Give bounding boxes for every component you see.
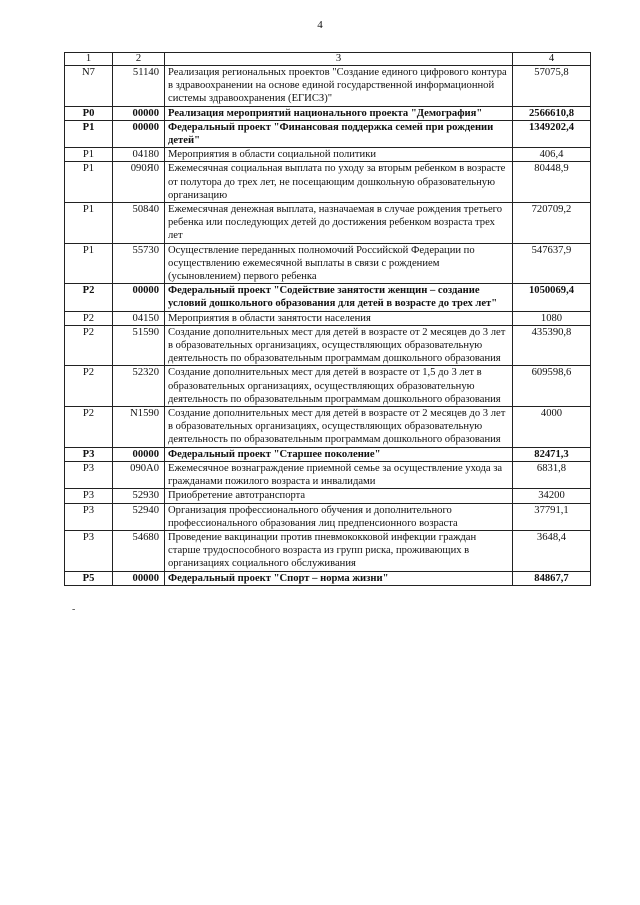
row-amount: 3648,4 (513, 530, 591, 571)
row-amount: 80448,9 (513, 162, 591, 203)
page-number: 4 (317, 19, 323, 31)
row-code: P1 (65, 120, 113, 147)
column-header-1: 1 (65, 53, 113, 66)
row-amount: 720709,2 (513, 203, 591, 244)
row-description: Мероприятия в области социальной политики (165, 148, 513, 162)
table-row (65, 311, 591, 325)
row-amount: 84867,7 (513, 571, 591, 585)
table-row (65, 148, 591, 162)
row-description: Приобретение автотранспорта (165, 489, 513, 503)
row-description: Осуществление переданных полномочий Российской Федерации по осуществлению ежемесячной выплаты в связи с рождением (усыновлением) первого ребенка (165, 243, 513, 284)
row-description: Федеральный проект "Финансовая поддержка семей при рождении детей" (165, 120, 513, 147)
row-subcode: 51140 (113, 66, 165, 107)
row-amount: 435390,8 (513, 325, 591, 366)
row-amount: 2566610,8 (513, 106, 591, 120)
table-row (65, 243, 591, 284)
table-row (65, 284, 591, 311)
column-header-2: 2 (113, 53, 165, 66)
row-code: P0 (65, 106, 113, 120)
column-header-3: 3 (165, 53, 513, 66)
table-header-row (65, 53, 591, 66)
table-row (65, 203, 591, 244)
row-code: P5 (65, 571, 113, 585)
row-description: Федеральный проект "Спорт – норма жизни" (165, 571, 513, 585)
row-amount: 6831,8 (513, 461, 591, 488)
row-subcode: 00000 (113, 120, 165, 147)
row-subcode: 04180 (113, 148, 165, 162)
row-subcode: 090A0 (113, 461, 165, 488)
row-subcode: 00000 (113, 106, 165, 120)
row-subcode: 54680 (113, 530, 165, 571)
row-code: P2 (65, 311, 113, 325)
row-code: N7 (65, 66, 113, 107)
table-row (65, 461, 591, 488)
row-code: P2 (65, 366, 113, 407)
table-row (65, 503, 591, 530)
row-description: Создание дополнительных мест для детей в возрасте от 2 месяцев до 3 лет в образовательных организациях, осуществляющих образовательную деятельность по образовательным программам дошкольного образования (165, 325, 513, 366)
table-row (65, 162, 591, 203)
row-subcode: 00000 (113, 447, 165, 461)
table-row (65, 530, 591, 571)
row-description: Ежемесячное вознаграждение приемной семье за осуществление ухода за гражданами пожилого возраста и инвалидами (165, 461, 513, 488)
row-subcode: 00000 (113, 571, 165, 585)
row-description: Проведение вакцинации против пневмококковой инфекции граждан старше трудоспособного возраста из групп риска, проживающих в организациях социального обслуживания (165, 530, 513, 571)
budget-table (64, 52, 591, 586)
row-description: Ежемесячная социальная выплата по уходу за вторым ребенком в возрасте от полутора до трех лет, не посещающим дошкольную образовательную организацию (165, 162, 513, 203)
table-row (65, 447, 591, 461)
row-description: Создание дополнительных мест для детей в возрасте от 1,5 до 3 лет в образовательных организациях, осуществляющих образовательную деятельность по образовательным программам дошкольного образования (165, 366, 513, 407)
table-body (65, 66, 591, 586)
row-subcode: 52930 (113, 489, 165, 503)
row-code: P1 (65, 243, 113, 284)
row-subcode: 04150 (113, 311, 165, 325)
row-amount: 34200 (513, 489, 591, 503)
row-description: Федеральный проект "Старшее поколение" (165, 447, 513, 461)
row-code: P3 (65, 461, 113, 488)
row-code: P3 (65, 503, 113, 530)
row-amount: 609598,6 (513, 366, 591, 407)
table-row (65, 571, 591, 585)
row-subcode: 52320 (113, 366, 165, 407)
row-code: P3 (65, 489, 113, 503)
row-code: P1 (65, 203, 113, 244)
row-description: Организация профессионального обучения и дополнительного профессионального образования лиц предпенсионного возраста (165, 503, 513, 530)
row-amount: 1349202,4 (513, 120, 591, 147)
row-description: Федеральный проект "Содействие занятости женщин – создание условий дошкольного образования для детей в возрасте до трех лет" (165, 284, 513, 311)
row-subcode: 55730 (113, 243, 165, 284)
row-subcode: 52940 (113, 503, 165, 530)
column-header-4: 4 (513, 53, 591, 66)
row-amount: 4000 (513, 407, 591, 448)
row-code: P2 (65, 284, 113, 311)
table-row (65, 120, 591, 147)
row-amount: 82471,3 (513, 447, 591, 461)
row-amount: 1080 (513, 311, 591, 325)
row-code: P1 (65, 148, 113, 162)
row-code: P2 (65, 407, 113, 448)
row-description: Мероприятия в области занятости населения (165, 311, 513, 325)
row-code: P3 (65, 447, 113, 461)
row-subcode: 090Я0 (113, 162, 165, 203)
row-amount: 37791,1 (513, 503, 591, 530)
row-subcode: 51590 (113, 325, 165, 366)
row-description: Реализация мероприятий национального проекта "Демография" (165, 106, 513, 120)
table-row (65, 66, 591, 107)
row-subcode: 50840 (113, 203, 165, 244)
table-row (65, 489, 591, 503)
table-row (65, 407, 591, 448)
table-row (65, 106, 591, 120)
row-amount: 57075,8 (513, 66, 591, 107)
row-code: P2 (65, 325, 113, 366)
row-description: Создание дополнительных мест для детей в возрасте от 2 месяцев до 3 лет в образовательных организациях, осуществляющих образовательную деятельность по образовательным программам дошкольного образования (165, 407, 513, 448)
table-row (65, 325, 591, 366)
row-code: P3 (65, 530, 113, 571)
row-subcode: N1590 (113, 407, 165, 448)
table-row (65, 366, 591, 407)
row-amount: 547637,9 (513, 243, 591, 284)
row-subcode: 00000 (113, 284, 165, 311)
row-description: Ежемесячная денежная выплата, назначаемая в случае рождения третьего ребенка или последующих детей до достижения ребенком возраста трех лет (165, 203, 513, 244)
row-amount: 1050069,4 (513, 284, 591, 311)
row-code: P1 (65, 162, 113, 203)
scan-mark: - (72, 604, 76, 615)
row-amount: 406,4 (513, 148, 591, 162)
row-description: Реализация региональных проектов "Создание единого цифрового контура в здравоохранении на основе единой государственной информационной системы здравоохранения (ЕГИСЗ)" (165, 66, 513, 107)
